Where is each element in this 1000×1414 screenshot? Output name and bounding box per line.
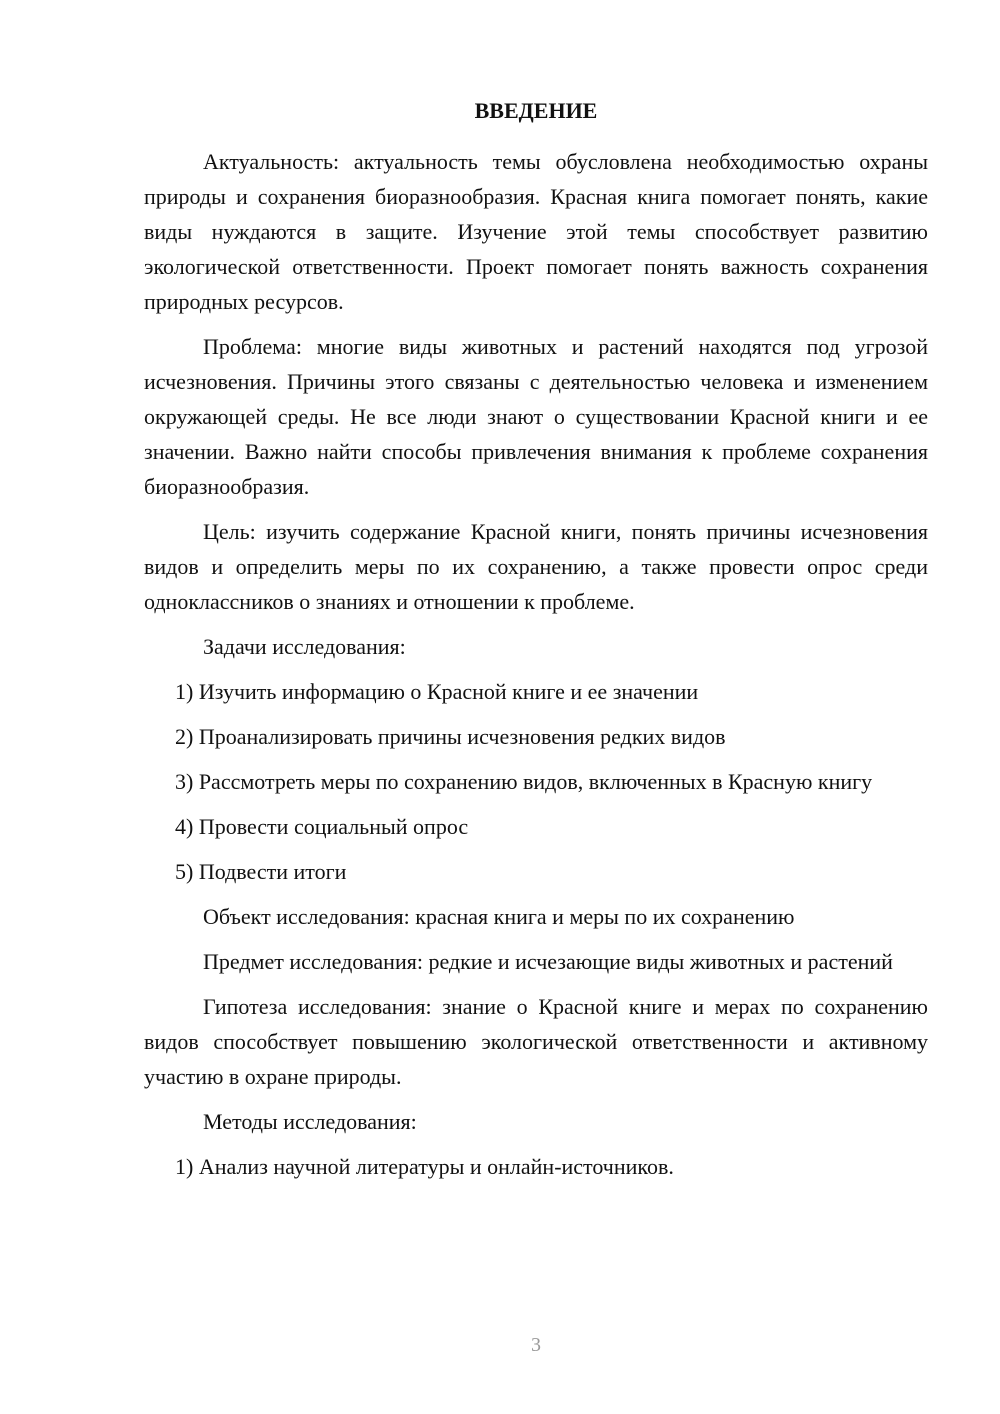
task-item: 2) Проанализировать причины исчезновения редких видов (175, 724, 726, 749)
relevance-paragraph: Актуальность: актуальность темы обусловлена необходимостью охраны природы и сохранения биоразнообразия. Красная книга помогает понять, какие виды нуждаются в защите. Изучение этой темы способствует развитию экологической ответственности. Проект помогает понять важность сохранения природных ресурсов. (144, 149, 928, 314)
page-number: 3 (531, 1334, 541, 1356)
subject-paragraph: Предмет исследования: редкие и исчезающие виды животных и растений (203, 949, 893, 974)
object-paragraph: Объект исследования: красная книга и меры по их сохранению (203, 904, 795, 929)
page-title: ВВЕДЕНИЕ (474, 98, 598, 123)
task-item: 1) Изучить информацию о Красной книге и ее значении (175, 679, 699, 704)
tasks-heading: Задачи исследования: (203, 634, 406, 659)
method-item: 1) Анализ научной литературы и онлайн-источников. (175, 1154, 674, 1179)
page-content (144, 96, 928, 1194)
task-item: 4) Провести социальный опрос (175, 814, 469, 839)
methods-heading: Методы исследования: (203, 1109, 417, 1134)
hypothesis-paragraph: Гипотеза исследования: знание о Красной книге и мерах по сохранению видов способствует повышению экологической ответственности и активному участию в охране природы. (144, 994, 928, 1089)
task-item: 3) Рассмотреть меры по сохранению видов, включенных в Красную книгу (175, 769, 873, 794)
problem-paragraph: Проблема: многие виды животных и растений находятся под угрозой исчезновения. Причины этого связаны с деятельностью человека и изменением окружающей среды. Не все люди знают о существовании Красной книги и ее значении. Важно найти способы привлечения внимания к проблеме сохранения биоразнообразия. (144, 334, 928, 499)
goal-paragraph: Цель: изучить содержание Красной книги, понять причины исчезновения видов и определить меры по их сохранению, а также провести опрос среди одноклассников о знаниях и отношении к проблеме. (144, 519, 928, 614)
task-item: 5) Подвести итоги (175, 859, 347, 884)
